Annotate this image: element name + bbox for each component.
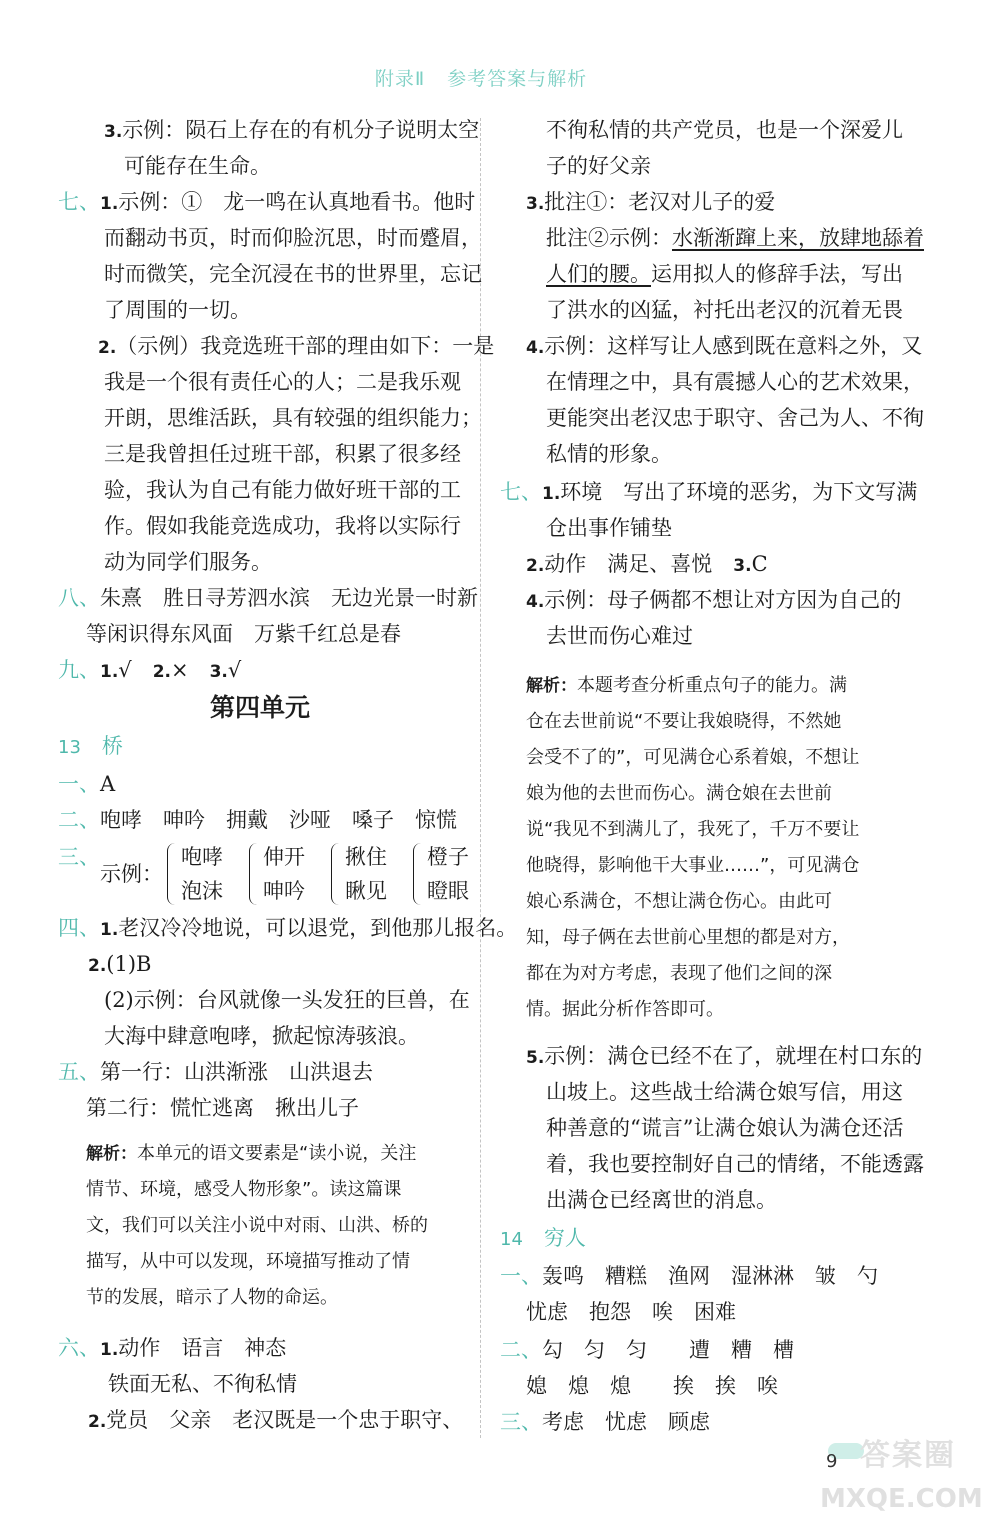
answer-line: 山坡上。这些战士给满仓娘写信，用这 xyxy=(546,1080,903,1104)
analysis-note: 会受不了的”，可见满仓心系着娘，不想让 xyxy=(526,747,860,768)
answer-line: 4.示例：母子俩都不想让对方因为自己的 xyxy=(526,588,902,612)
answer-line: 了洪水的凶猛，衬托出老汉的沉着无畏 xyxy=(546,298,903,322)
answer-line: 第二行：慌忙逃离 揪出儿子 xyxy=(86,1096,359,1120)
answer-line: 八、朱熹 胜日寻芳泗水滨 无边光景一时新 xyxy=(58,586,478,610)
answer-line: 2.动作 满足、喜悦 3.C xyxy=(526,552,768,576)
answer-line: 3.批注①：老汉对儿子的爱 xyxy=(526,190,776,214)
answer-line: 三、考虑 忧虑 顾虑 xyxy=(500,1410,710,1434)
answer-line: 了周围的一切。 xyxy=(104,298,251,322)
page-header xyxy=(0,64,962,91)
lesson-title: 14 穷人 xyxy=(500,1226,586,1250)
answer-line: 三是我曾担任过班干部，积累了很多经 xyxy=(104,442,461,466)
analysis-note: 仓在去世前说“不要让我娘晓得，不然她 xyxy=(526,711,842,732)
answer-line: 子的好父亲 xyxy=(546,154,651,178)
answer-line: 七、1.示例：① 龙一鸣在认真地看书。他时 xyxy=(58,190,476,214)
column-divider xyxy=(480,118,481,1438)
answer-line: 等闲识得东风面 万紫千红总是春 xyxy=(86,622,401,646)
analysis-note: 解析：本单元的语文要素是“读小说，关注 xyxy=(86,1143,417,1164)
answer-line: 去世而伤心难过 xyxy=(546,624,693,648)
answer-line: 批注②示例：水渐渐蹿上来，放肆地舔着 xyxy=(546,226,924,250)
answer-line: 大海中肆意咆哮，掀起惊涛骇浪。 xyxy=(104,1024,419,1048)
watermark-url: MXQE.COM xyxy=(820,1484,983,1514)
answer-line: 一、轰鸣 糟糕 渔网 湿淋淋 皱 勺 xyxy=(500,1264,878,1288)
answer-line: 七、1.环境 写出了环境的恶劣，为下文写满 xyxy=(500,480,918,504)
answer-line: 不徇私情的共产党员，也是一个深爱儿 xyxy=(546,118,903,142)
lesson-title: 13 桥 xyxy=(58,734,123,758)
answer-line: 开朗，思维活跃，具有较强的组织能力； xyxy=(104,406,482,430)
analysis-note: 都在为对方考虑，表现了他们之间的深 xyxy=(526,963,832,984)
answer-line: 五、第一行：山洪渐涨 山洪退去 xyxy=(58,1060,373,1084)
answer-line: 作。假如我能竞选成功，我将以实际行 xyxy=(104,514,461,538)
answer-line: 一、A xyxy=(58,772,116,796)
word-groups: 三、示例：咆哮 泡沫伸开 呻吟揪住 瞅见橙子 瞪眼 xyxy=(58,845,469,903)
analysis-note: 他晓得，影响他干大事业……”，可见满仓 xyxy=(526,855,860,876)
analysis-note: 节的发展，暗示了人物的命运。 xyxy=(86,1287,338,1308)
answer-line: 2.党员 父亲 老汉既是一个忠于职守、 xyxy=(88,1408,464,1432)
watermark-logo: 答案圈 xyxy=(860,1438,956,1473)
answer-line: 二、勾 匀 匀 遭 糟 槽 xyxy=(500,1338,794,1362)
answer-line: 九、1.√ 2.× 3.√ xyxy=(58,658,242,682)
answer-line: (2)示例：台风就像一头发狂的巨兽，在 xyxy=(104,988,470,1012)
analysis-note: 文，我们可以关注小说中对雨、山洪、桥的 xyxy=(86,1215,428,1236)
analysis-note: 情。据此分析作答即可。 xyxy=(526,999,724,1020)
analysis-note: 娘为他的去世而伤心。满仓娘在去世前 xyxy=(526,783,832,804)
answer-line: 更能突出老汉忠于职守、舍己为人、不徇 xyxy=(546,406,924,430)
answer-line: 仓出事作铺垫 xyxy=(546,516,672,540)
answer-line: 私情的形象。 xyxy=(546,442,672,466)
answer-line: 时而微笑，完全沉浸在书的世界里，忘记 xyxy=(104,262,482,286)
answer-line: 验，我认为自己有能力做好班干部的工 xyxy=(104,478,461,502)
answer-line: 2.(1)B xyxy=(88,952,152,976)
answer-line: 2.（示例）我竞选班干部的理由如下：一是 xyxy=(98,334,495,358)
header-appendix: 附录Ⅱ xyxy=(374,68,426,90)
analysis-note: 情节、环境，感受人物形象”。读这篇课 xyxy=(86,1179,402,1200)
answer-line: 人们的腰。运用拟人的修辞手法，写出 xyxy=(546,262,903,286)
answer-line: 媳 熄 熄 挨 挨 唉 xyxy=(526,1374,778,1398)
answer-line: 四、1.老汉冷冷地说，可以退党，到他那儿报名。 xyxy=(58,916,518,940)
answer-line: 在情理之中，具有震撼人心的艺术效果， xyxy=(546,370,924,394)
answer-line: 5.示例：满仓已经不在了，就埋在村口东的 xyxy=(526,1044,923,1068)
analysis-note: 解析：本题考查分析重点句子的能力。满 xyxy=(526,675,847,696)
answer-line: 着，我也要控制好自己的情绪，不能透露 xyxy=(546,1152,924,1176)
answer-line: 可能存在生命。 xyxy=(124,154,271,178)
analysis-note: 说“我见不到满儿了，我死了，千万不要让 xyxy=(526,819,860,840)
answer-line: 铁面无私、不徇私情 xyxy=(108,1372,297,1396)
answer-line: 而翻动书页，时而仰脸沉思，时而蹙眉， xyxy=(104,226,482,250)
answer-line: 忧虑 抱怨 唉 困难 xyxy=(526,1300,736,1324)
answer-line: 出满仓已经离世的消息。 xyxy=(546,1188,777,1212)
answer-line: 种善意的“谎言”让满仓娘认为满仓还活 xyxy=(546,1116,904,1140)
analysis-note: 知，母子俩在去世前心里想的都是对方， xyxy=(526,927,850,948)
answer-line: 动为同学们服务。 xyxy=(104,550,272,574)
analysis-note: 描写，从中可以发现，环境描写推动了情 xyxy=(86,1251,410,1272)
header-title: 参考答案与解析 xyxy=(447,68,588,90)
answer-line: 我是一个很有责任心的人；二是我乐观 xyxy=(104,370,461,394)
answer-line: 二、咆哮 呻吟 拥戴 沙哑 嗓子 惊慌 xyxy=(58,808,457,832)
unit-title: 第四单元 xyxy=(209,693,310,722)
page-number: 9 xyxy=(826,1451,838,1472)
answer-line: 4.示例：这样写让人感到既在意料之外，又 xyxy=(526,334,923,358)
answer-line: 3.示例：陨石上存在的有机分子说明太空 xyxy=(104,118,480,142)
analysis-note: 娘心系满仓，不想让满仓伤心。由此可 xyxy=(526,891,832,912)
answer-line: 六、1.动作 语言 神态 xyxy=(58,1336,287,1360)
